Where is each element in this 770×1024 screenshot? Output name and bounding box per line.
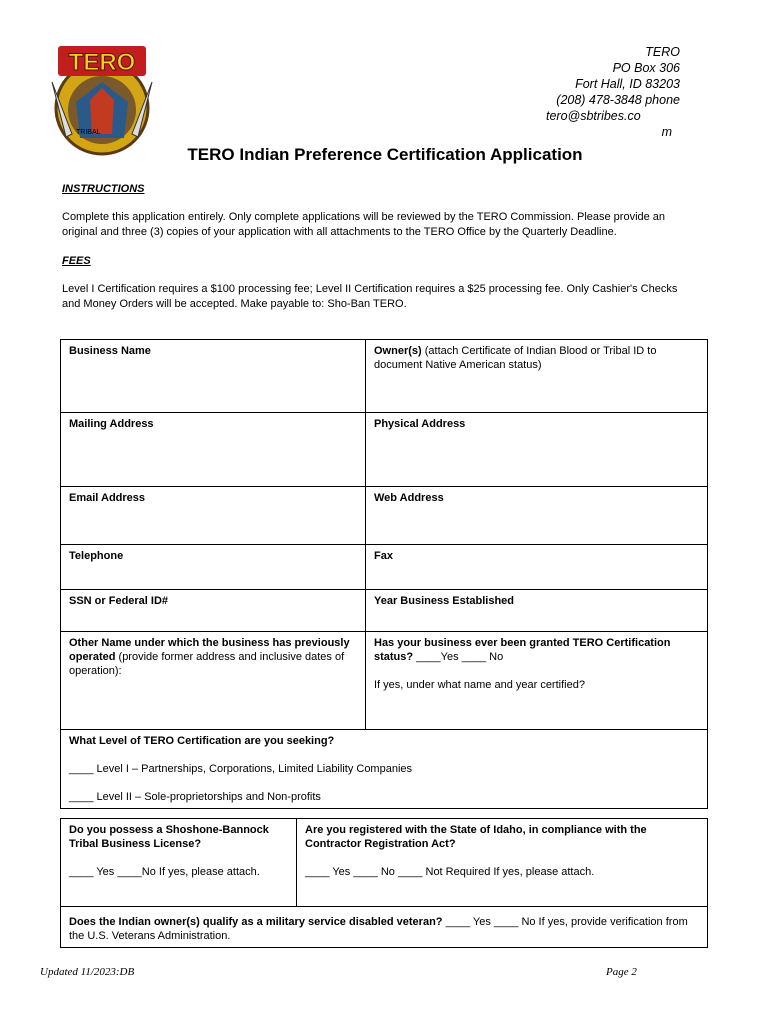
address-line: (208) 478-3848 phone (556, 93, 680, 107)
fees-text: Level I Certification requires a $100 processing fee; Level II Certification requires a $25 processing fee. Only Cashier's Checks and Money Orders will be accepted. Make payable to: Sho-Ban TERO. (62, 283, 678, 310)
level-2-option[interactable]: ____ Level II – Sole-proprietorships and Non-profits (69, 791, 321, 803)
ssn-field[interactable]: SSN or Federal ID# (61, 590, 366, 632)
business-name-field[interactable]: Business Name (61, 340, 366, 413)
year-established-field[interactable]: Year Business Established (366, 590, 708, 632)
email-address-field[interactable]: Email Address (61, 487, 366, 545)
fees-heading: FEES (62, 255, 91, 267)
address-block (540, 44, 680, 140)
tribal-license-field[interactable]: Do you possess a Shoshone-Bannock Tribal Business License? ____ Yes ____No If yes, please attach. (61, 819, 297, 907)
address-line: Fort Hall, ID 83203 (575, 77, 680, 91)
fax-field[interactable]: Fax (366, 545, 708, 590)
physical-address-field[interactable]: Physical Address (366, 413, 708, 487)
idaho-registration-field[interactable]: Are you registered with the State of Idaho, in compliance with the Contractor Registration Act? ____ Yes ____ No ____ Not Required If yes, please attach. (297, 819, 708, 907)
address-line: TERO (645, 45, 680, 59)
granted-followup: If yes, under what name and year certified? (374, 679, 585, 691)
tero-logo (46, 42, 158, 158)
veteran-field[interactable]: Does the Indian owner(s) qualify as a military service disabled veteran? ____ Yes ____ No If yes, provide verification from the U.S. Veterans Administration. (61, 907, 708, 948)
level-field[interactable] (61, 730, 708, 809)
mailing-address-field[interactable]: Mailing Address (61, 413, 366, 487)
address-line: m (661, 125, 672, 139)
granted-status-field[interactable]: Has your business ever been granted TERO Certification status? ____Yes ____ No If yes, under what name and year certified? (366, 632, 708, 730)
license-table (60, 818, 708, 948)
svg-text:TRIBAL: TRIBAL (76, 129, 101, 136)
footer-updated: Updated 11/2023:DB (40, 966, 135, 978)
application-form (60, 339, 708, 809)
page-title: TERO Indian Preference Certification Application (187, 145, 583, 164)
level-question: What Level of TERO Certification are you seeking? (69, 735, 335, 747)
idaho-registration-options[interactable]: ____ Yes ____ No ____ Not Required If yes, please attach. (305, 866, 595, 878)
address-line: PO Box 306 (612, 61, 680, 75)
address-line: tero@sbtribes.co (546, 109, 641, 123)
level-1-option[interactable]: ____ Level I – Partnerships, Corporations, Limited Liability Companies (69, 763, 413, 775)
web-address-field[interactable]: Web Address (366, 487, 708, 545)
telephone-field[interactable]: Telephone (61, 545, 366, 590)
instructions-text: Complete this application entirely. Only complete applications will be reviewed by the TERO Commission. Please provide an original and three (3) copies of your application with all attachments to the TERO Office by the Quarterly Deadline. (62, 211, 666, 238)
instructions-heading: INSTRUCTIONS (62, 183, 145, 195)
other-name-field[interactable]: Other Name under which the business has previously operated (provide former address and inclusive dates of operation): (61, 632, 366, 730)
svg-text:TERO: TERO (68, 49, 136, 76)
owners-field[interactable]: Owner(s) (attach Certificate of Indian Blood or Tribal ID to document Native American status) (366, 340, 708, 413)
tribal-license-options[interactable]: ____ Yes ____No If yes, please attach. (69, 866, 260, 878)
footer-page-number: Page 2 (606, 966, 637, 978)
